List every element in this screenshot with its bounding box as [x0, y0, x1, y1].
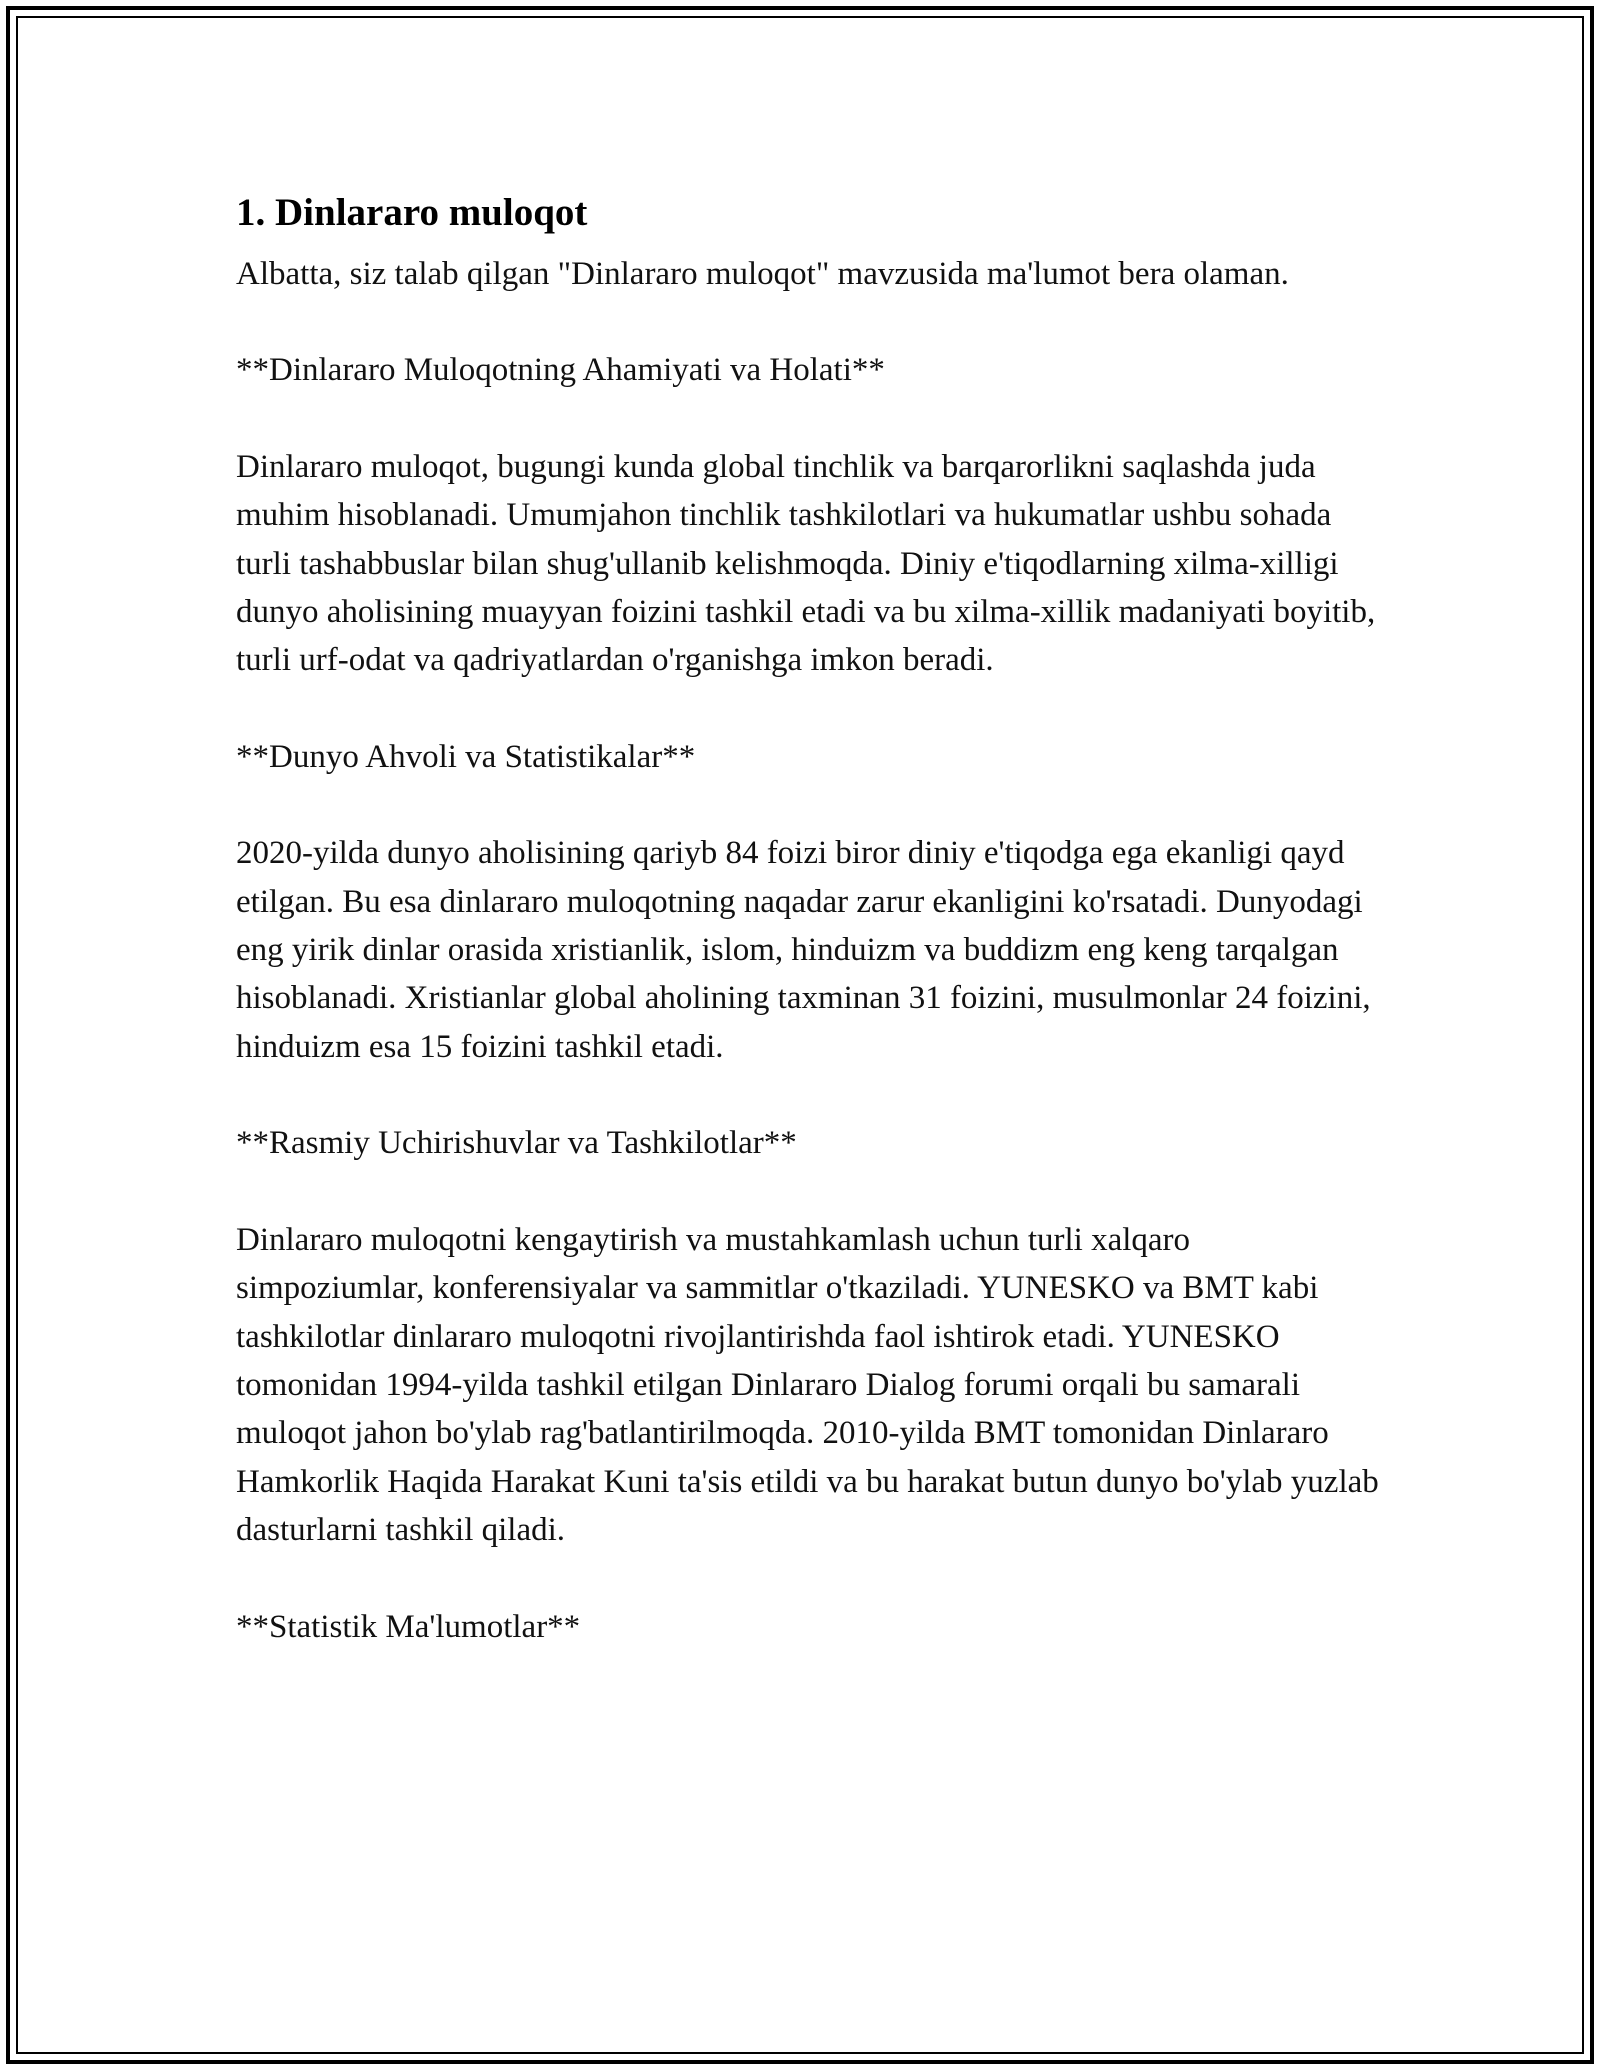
section-heading-organizations: **Rasmiy Uchirishuvlar va Tashkilotlar** [236, 1125, 797, 1162]
section-heading-importance: **Dinlararo Muloqotning Ahamiyati va Holati** [236, 352, 885, 389]
paragraph-intro: Albatta, siz talab qilgan "Dinlararo muloqot" mavzusida ma'lumot bera olaman. [236, 256, 1289, 292]
paragraph-organizations: Dinlararo muloqotni kengaytirish va mustahkamlash uchun turli xalqaro simpoziumlar, konferensiyalar va sammitlar o'tkaziladi. YUNESKO va BMT kabi tashkilotlar dinlararo muloqotni rivojlantirishda faol ishtirok etadi. YUNESKO tomonidan 1994-yilda tashkil etilgan Dinlararo Dialog forumi orqali bu samarali muloqot jahon bo'ylab rag'batlantirilmoqda. 2010-yilda BMT tomonidan Dinlararo Hamkorlik Haqida Harakat Kuni ta'sis etildi va bu harakat butun dunyo bo'ylab yuzlab dasturlarni tashkil qiladi. [236, 1221, 1379, 1549]
section-heading-world-status: **Dunyo Ahvoli va Statistikalar** [236, 738, 696, 775]
section-heading-statistics: **Statistik Ma'lumotlar** [236, 1608, 581, 1645]
paragraph-importance: Dinlararo muloqot, bugungi kunda global tinchlik va barqarorlikni saqlashda juda muhim hisoblanadi. Umumjahon tinchlik tashkilotlari va hukumatlar ushbu sohada turli tashabbuslar bilan shug'ullanib kelishmoqda. Diniy e'tiqodlarning xilma-xilligi dunyo aholisining muayyan foizini tashkil etadi va bu xilma-xillik madaniyati boyitib, turli urf-odat va qadriyatlardan o'rganishga imkon beradi. [236, 448, 1376, 679]
document-title: 1. Dinlararo muloqot [236, 191, 588, 234]
document-body [236, 186, 1384, 1699]
paragraph-world-status: 2020-yilda dunyo aholisining qariyb 84 foizi biror diniy e'tiqodga ega ekanligi qayd etilgan. Bu esa dinlararo muloqotning naqadar zarur ekanligini ko'rsatadi. Dunyodagi eng yirik dinlar orasida xristianlik, islom, hinduizm va buddizm eng keng tarqalgan hisoblanadi. Xristianlar global aholining taxminan 31 foizini, musulmonlar 24 foizini, hinduizm esa 15 foizini tashkil etadi. [236, 835, 1371, 1065]
